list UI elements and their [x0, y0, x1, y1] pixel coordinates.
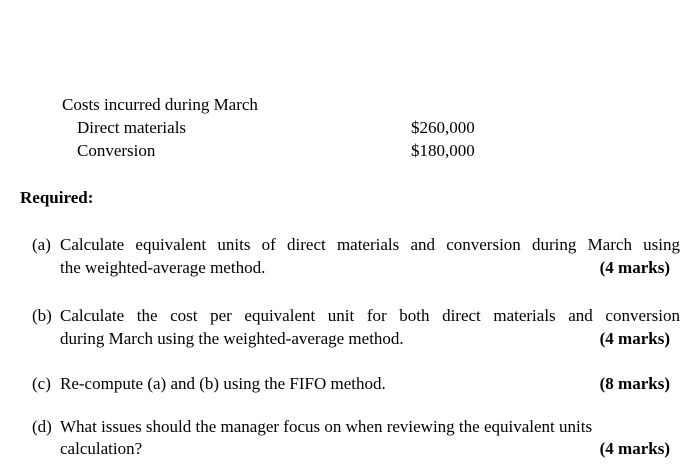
- question-c-label: (c): [32, 374, 51, 393]
- conversion-label: Conversion: [77, 141, 156, 160]
- conversion-amount: $180,000: [411, 141, 475, 160]
- question-d-line1: What issues should the manager focus on when reviewing the equivalent units: [60, 417, 593, 436]
- direct-materials-label: Direct materials: [77, 118, 187, 137]
- question-d-marks: (4 marks): [599, 439, 670, 458]
- question-c-marks: (8 marks): [599, 374, 670, 393]
- question-d-line2: calculation?: [60, 439, 143, 458]
- question-d-label: (d): [32, 417, 52, 436]
- question-b-marks: (4 marks): [599, 329, 670, 348]
- question-a-line1: Calculate equivalent units of direct materials and conversion during March using: [60, 235, 680, 254]
- question-b-line2: during March using the weighted-average method.: [60, 329, 404, 348]
- question-b-line1: Calculate the cost per equivalent unit for both direct materials and conversion: [60, 306, 680, 325]
- question-a-marks: (4 marks): [599, 258, 670, 277]
- question-b-label: (b): [32, 306, 52, 325]
- required-heading: Required:: [20, 188, 94, 207]
- question-a-line2: the weighted-average method.: [60, 258, 266, 277]
- costs-heading: Costs incurred during March: [62, 95, 258, 114]
- direct-materials-amount: $260,000: [411, 118, 475, 137]
- question-c-line1: Re-compute (a) and (b) using the FIFO method.: [60, 374, 386, 393]
- question-a-label: (a): [32, 235, 51, 254]
